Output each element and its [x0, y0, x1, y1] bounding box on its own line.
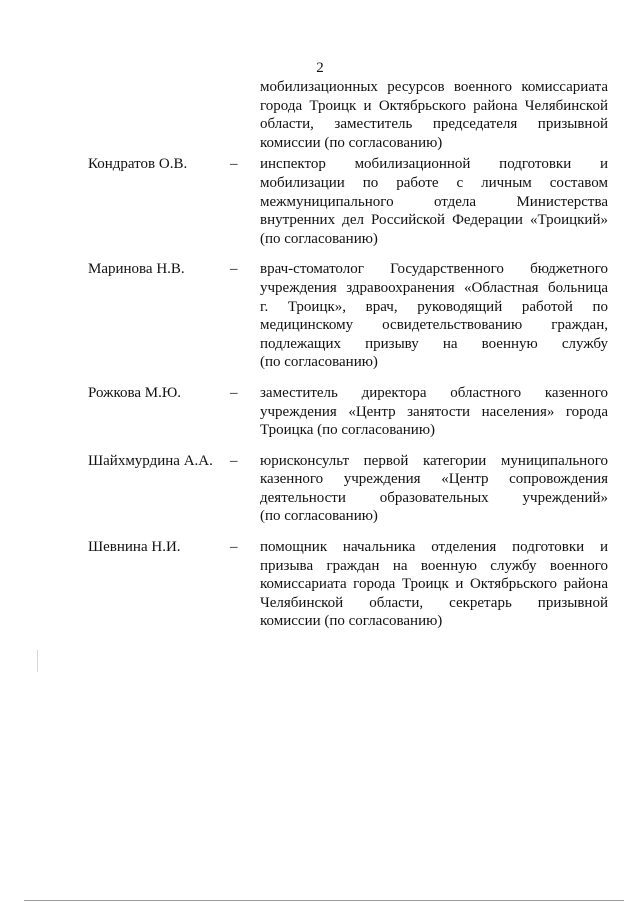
dash-separator: – — [230, 156, 238, 173]
member-name: Шайхмурдина А.А. — [88, 452, 213, 469]
description-line: призыва граждан на военную службу военного — [260, 557, 608, 574]
member-entry-shaikhmurdina — [88, 452, 608, 526]
description-line: учреждения здравоохранения «Областная больница — [260, 279, 608, 296]
description-line: (по согласованию) — [260, 230, 378, 247]
member-name: Рожкова М.Ю. — [88, 384, 182, 401]
description-line: учреждения «Центр занятости населения» города — [260, 403, 608, 420]
description-line: юрисконсульт первой категории муниципального — [260, 452, 608, 469]
member-description — [260, 384, 608, 440]
description-line: помощник начальника отделения подготовки и — [260, 539, 608, 556]
description-line: казенного учреждения «Центр сопровождения — [260, 471, 608, 488]
description-line: инспектор мобилизационной подготовки и — [260, 156, 608, 173]
description-line: (по согласованию) — [260, 354, 378, 371]
member-name: Кондратов О.В. — [88, 156, 188, 173]
page-number: 2 — [316, 60, 324, 76]
description-line: области, заместитель председателя призывной — [260, 116, 608, 133]
dash-separator: – — [230, 539, 238, 556]
description-line: комиссии (по согласованию) — [260, 613, 443, 630]
description-line: врач-стоматолог Государственного бюджетного — [260, 261, 608, 278]
description-line: подлежащих призыву на военную службу — [260, 335, 608, 352]
dash-separator: – — [230, 261, 238, 278]
member-list — [88, 78, 608, 631]
description-line: межмуниципального отдела Министерства — [260, 193, 608, 210]
member-name: Маринова Н.В. — [88, 261, 185, 278]
description-line: (по согласованию) — [260, 508, 378, 525]
continuation-description — [260, 78, 608, 152]
member-description — [260, 452, 608, 526]
description-line: заместитель директора областного казенного — [260, 384, 608, 401]
description-line: комиссии (по согласованию) — [260, 134, 443, 151]
description-line: Троицка (по согласованию) — [260, 422, 436, 439]
member-description — [260, 538, 608, 631]
dash-separator: – — [230, 452, 238, 469]
dash-separator: – — [230, 384, 238, 401]
description-line: мобилизации по работе с личным составом — [260, 174, 608, 191]
description-line: медицинскому освидетельствованию граждан, — [260, 317, 608, 334]
description-line: г. Троицк», врач, руководящий работой по — [260, 298, 608, 315]
member-entry-kondratov — [88, 155, 608, 248]
member-entry-rozhkova — [88, 384, 608, 440]
description-line: города Троицк и Октябрьского района Челябинской — [260, 97, 608, 114]
description-line: деятельности образовательных учреждений» — [260, 489, 608, 506]
scan-edge-mark — [37, 650, 38, 672]
member-entry-marinova — [88, 260, 608, 372]
description-line: внутренних дел Российской Федерации «Троицкий» — [260, 212, 608, 229]
description-line: Челябинской области, секретарь призывной — [260, 594, 608, 611]
member-description — [260, 155, 608, 248]
scan-bottom-edge — [24, 900, 624, 901]
member-name: Шевнина Н.И. — [88, 539, 181, 556]
member-description — [260, 260, 608, 372]
description-line: комиссариата города Троицк и Октябрьского района — [260, 576, 608, 593]
description-line: мобилизационных ресурсов военного комиссариата — [260, 79, 608, 95]
member-entry-shevnina — [88, 538, 608, 631]
